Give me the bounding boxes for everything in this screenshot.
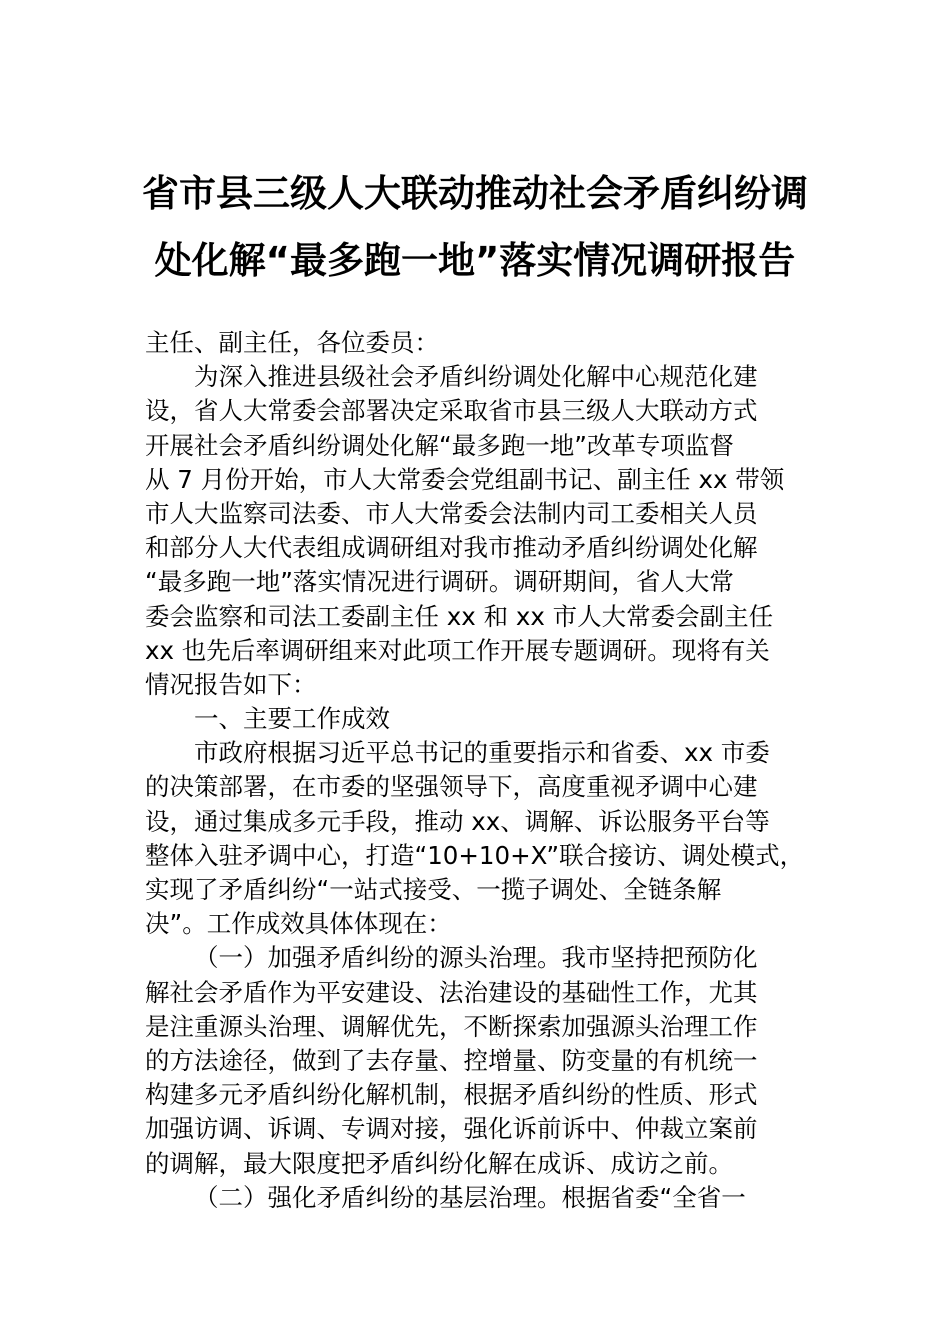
paragraph-line: 市政府根据习近平总书记的重要指示和省委、xx 市委 [194,738,770,768]
paragraph-line: 决”。工作成效具体体现在： [145,909,452,939]
title-line: 省市县三级人大联动推动社会矛盾纠纷调 [142,172,808,215]
paragraph-line: 构建多元矛盾纠纷化解机制，根据矛盾纠纷的性质、形式 [145,1080,758,1110]
document-title [100,160,850,294]
paragraph-line: 的方法途径，做到了去存量、控增量、防变量的有机统一 [145,1045,758,1075]
paragraph-line: 从 7 月份开始，市人大常委会党组副书记、副主任 xx 带领 [145,464,785,494]
paragraph-line: 设，通过集成多元手段，推动 xx、调解、诉讼服务平台等 [145,806,770,836]
paragraph-line: 主任、副主任，各位委员： [145,328,439,357]
paragraph-line: “最多跑一地”落实情况进行调研。调研期间，省人大常 [145,567,734,597]
document-body [145,326,810,1215]
title-line: 处化解“最多跑一地”落实情况调研报告 [154,239,796,282]
paragraph-line: 设，省人大常委会部署决定采取省市县三级人大联动方式 [145,396,758,426]
paragraph-line: 的决策部署，在市委的坚强领导下，高度重视矛调中心建 [145,772,758,802]
paragraph-line: （二）强化矛盾纠纷的基层治理。根据省委“全省一 [194,1182,746,1212]
paragraph-line: 实现了矛盾纠纷“一站式接受、一揽子调处、全链条解 [145,875,722,904]
paragraph-line: 解社会矛盾作为平安建设、法治建设的基础性工作，尤其 [145,977,758,1007]
paragraph-line: 加强访调、诉调、专调对接，强化诉前诉中、仲裁立案前 [145,1114,758,1144]
paragraph-line: 和部分人大代表组成调研组对我市推动矛盾纠纷调处化解 [145,533,758,563]
paragraph-line: 整体入驻矛调中心，打造“10+10+X”联合接访、调处模式， [145,840,805,870]
paragraph-line: 是注重源头治理、调解优先，不断探索加强源头治理工作 [145,1011,758,1041]
paragraph-line: （一）加强矛盾纠纷的源头治理。我市坚持把预防化 [194,943,758,973]
paragraph-line: 一、主要工作成效 [194,704,390,734]
paragraph-line: 的调解，最大限度把矛盾纠纷化解在成诉、成访之前。 [145,1148,733,1178]
paragraph-line: 委会监察和司法工委副主任 xx 和 xx 市人大常委会副主任 [145,601,774,631]
paragraph-line: 开展社会矛盾纠纷调处化解“最多跑一地”改革专项监督 [145,430,734,460]
paragraph-line: xx 也先后率调研组来对此项工作开展专题调研。现将有关 [145,635,770,665]
paragraph-line: 市人大监察司法委、市人大常委会法制内司工委相关人员 [145,498,758,528]
paragraph-line: 情况报告如下： [145,669,317,699]
paragraph-line: 为深入推进县级社会矛盾纠纷调处化解中心规范化建 [194,362,758,392]
